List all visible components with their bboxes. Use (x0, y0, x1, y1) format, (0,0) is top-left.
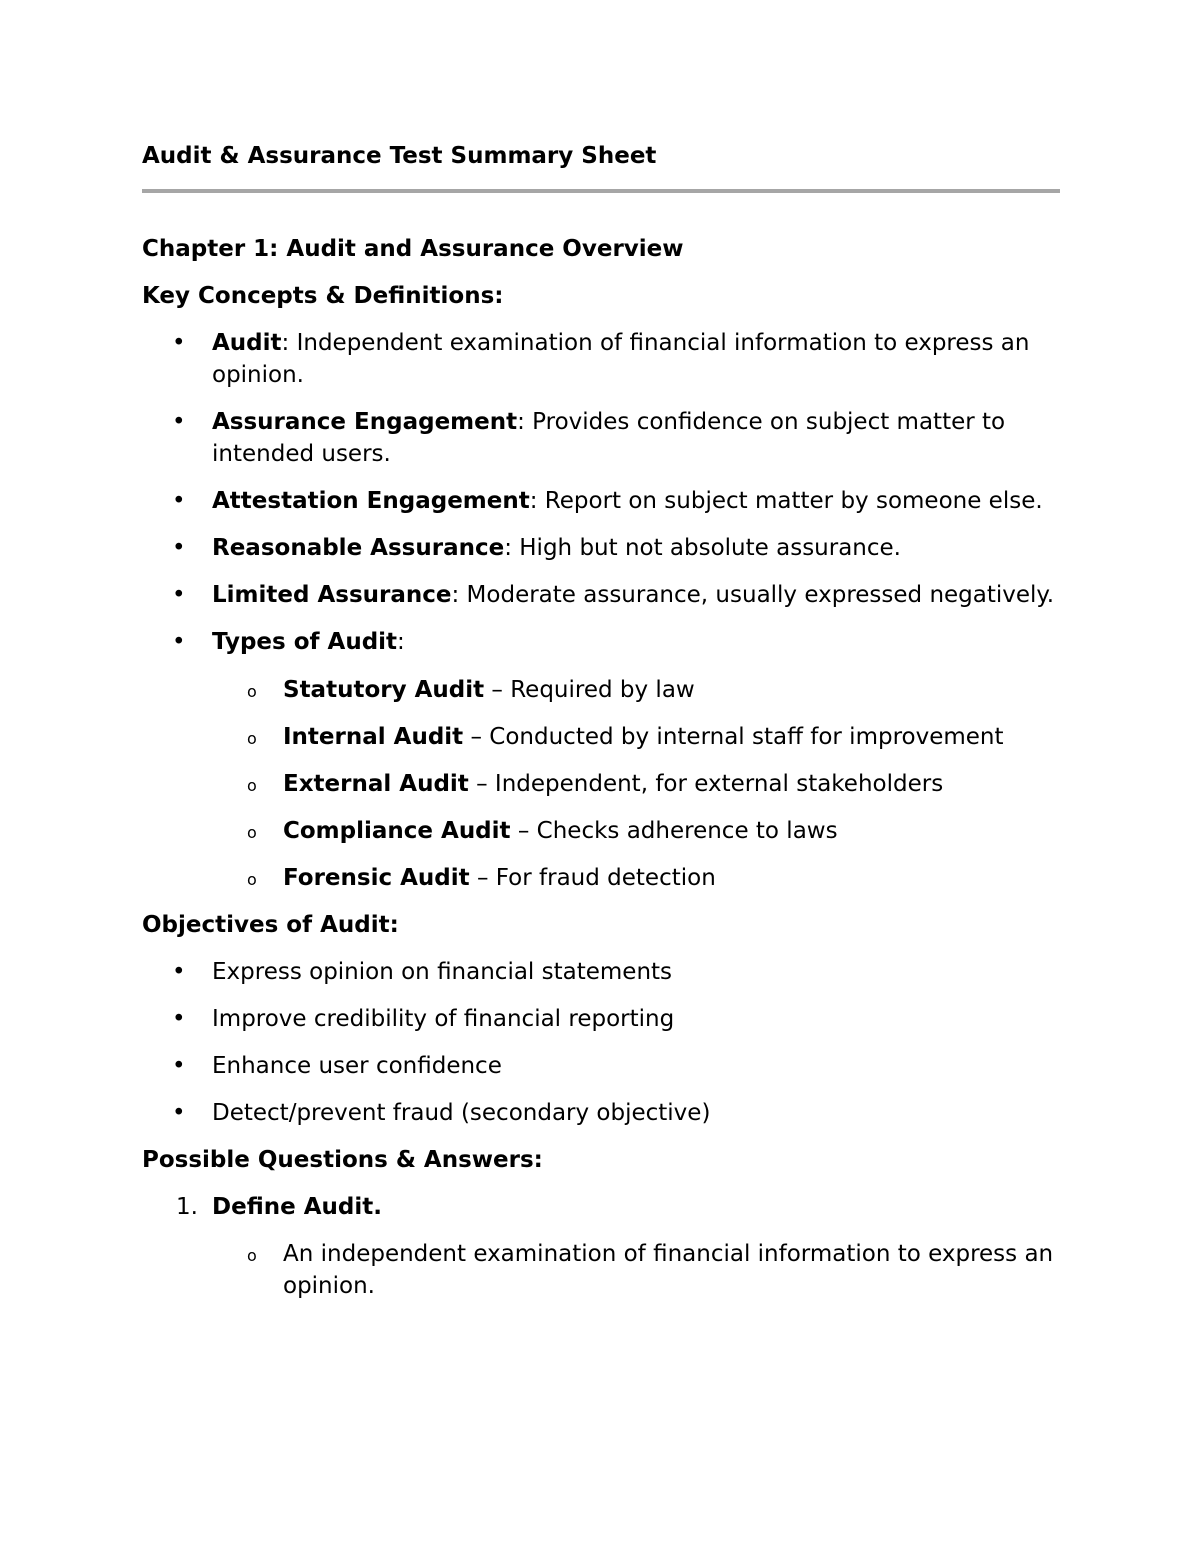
objectives-list (142, 956, 1060, 1129)
term: Compliance Audit (283, 818, 511, 844)
bullet-icon: • (172, 330, 186, 356)
sub-bullet-icon: o (247, 682, 257, 701)
term: Assurance Engagement (212, 409, 518, 435)
term-separator: : (517, 409, 533, 435)
key-concepts-list (142, 327, 1060, 894)
list-item (142, 862, 1060, 894)
answer-text: An independent examination of financial information to express an opinion. (283, 1241, 1054, 1299)
sub-bullet-icon: o (247, 870, 257, 889)
list-item (142, 815, 1060, 847)
list-item (142, 579, 1060, 611)
term-separator: – (469, 865, 496, 891)
definition: Independent, for external stakeholders (494, 771, 944, 797)
list-item (142, 674, 1060, 706)
term: Internal Audit (283, 724, 464, 750)
bullet-icon: • (172, 1100, 186, 1126)
sub-bullet-icon: o (247, 823, 257, 842)
definition: Moderate assurance, usually expressed negatively. (466, 582, 1055, 608)
term: Forensic Audit (283, 865, 470, 891)
term-separator: : (451, 582, 467, 608)
list-item (142, 406, 1060, 470)
term-separator: – (484, 677, 511, 703)
definition: Required by law (510, 677, 695, 703)
list-item (142, 1050, 1060, 1082)
question-item (142, 1191, 1060, 1302)
sub-bullet-icon: o (247, 1246, 257, 1265)
question-number: 1. (176, 1194, 198, 1220)
objective-text: Express opinion on financial statements (212, 959, 673, 985)
bullet-icon: • (172, 582, 186, 608)
bullet-icon: • (172, 629, 186, 655)
title-divider (142, 189, 1060, 193)
objective-text: Improve credibility of financial reporting (212, 1006, 675, 1032)
list-item (142, 956, 1060, 988)
objective-text: Enhance user confidence (212, 1053, 502, 1079)
term-separator: – (468, 771, 495, 797)
list-item (142, 768, 1060, 800)
term: External Audit (283, 771, 469, 797)
bullet-icon: • (172, 1053, 186, 1079)
term: Types of Audit (212, 629, 398, 655)
definition: Checks adherence to laws (536, 818, 838, 844)
definition: Independent examination of financial information to express an opinion. (212, 330, 1030, 388)
list-item (142, 626, 1060, 894)
term-separator: : (504, 535, 520, 561)
answer-item (142, 1238, 1060, 1302)
definition: Report on subject matter by someone else. (544, 488, 1043, 514)
term-separator: : (281, 330, 297, 356)
term: Statutory Audit (283, 677, 485, 703)
list-item (142, 485, 1060, 517)
term: Reasonable Assurance (212, 535, 505, 561)
document-page (142, 140, 1060, 1317)
definition: High but not absolute assurance. (519, 535, 901, 561)
document-title: Audit & Assurance Test Summary Sheet (142, 143, 657, 169)
objectives-heading: Objectives of Audit: (142, 912, 399, 938)
term-separator: : (529, 488, 545, 514)
audit-types-list (142, 674, 1060, 894)
question-text: Define Audit. (212, 1194, 382, 1220)
bullet-icon: • (172, 488, 186, 514)
term: Limited Assurance (212, 582, 452, 608)
list-item (142, 721, 1060, 753)
list-item (142, 1097, 1060, 1129)
list-item (142, 1003, 1060, 1035)
key-concepts-heading: Key Concepts & Definitions: (142, 283, 504, 309)
definition: Provides confidence on subject matter to intended users. (212, 409, 1006, 467)
list-item (142, 327, 1060, 391)
bullet-icon: • (172, 535, 186, 561)
term: Audit (212, 330, 282, 356)
chapter-heading: Chapter 1: Audit and Assurance Overview (142, 236, 684, 262)
bullet-icon: • (172, 1006, 186, 1032)
definition: For fraud detection (495, 865, 716, 891)
term: Attestation Engagement (212, 488, 530, 514)
bullet-icon: • (172, 959, 186, 985)
term-separator: – (463, 724, 490, 750)
term-separator: – (510, 818, 537, 844)
sub-bullet-icon: o (247, 776, 257, 795)
questions-list (142, 1191, 1060, 1302)
sub-bullet-icon: o (247, 729, 257, 748)
term-separator: : (397, 629, 405, 655)
list-item (142, 532, 1060, 564)
questions-heading: Possible Questions & Answers: (142, 1147, 543, 1173)
bullet-icon: • (172, 409, 186, 435)
objective-text: Detect/prevent fraud (secondary objective) (212, 1100, 711, 1126)
definition: Conducted by internal staff for improvement (489, 724, 1004, 750)
